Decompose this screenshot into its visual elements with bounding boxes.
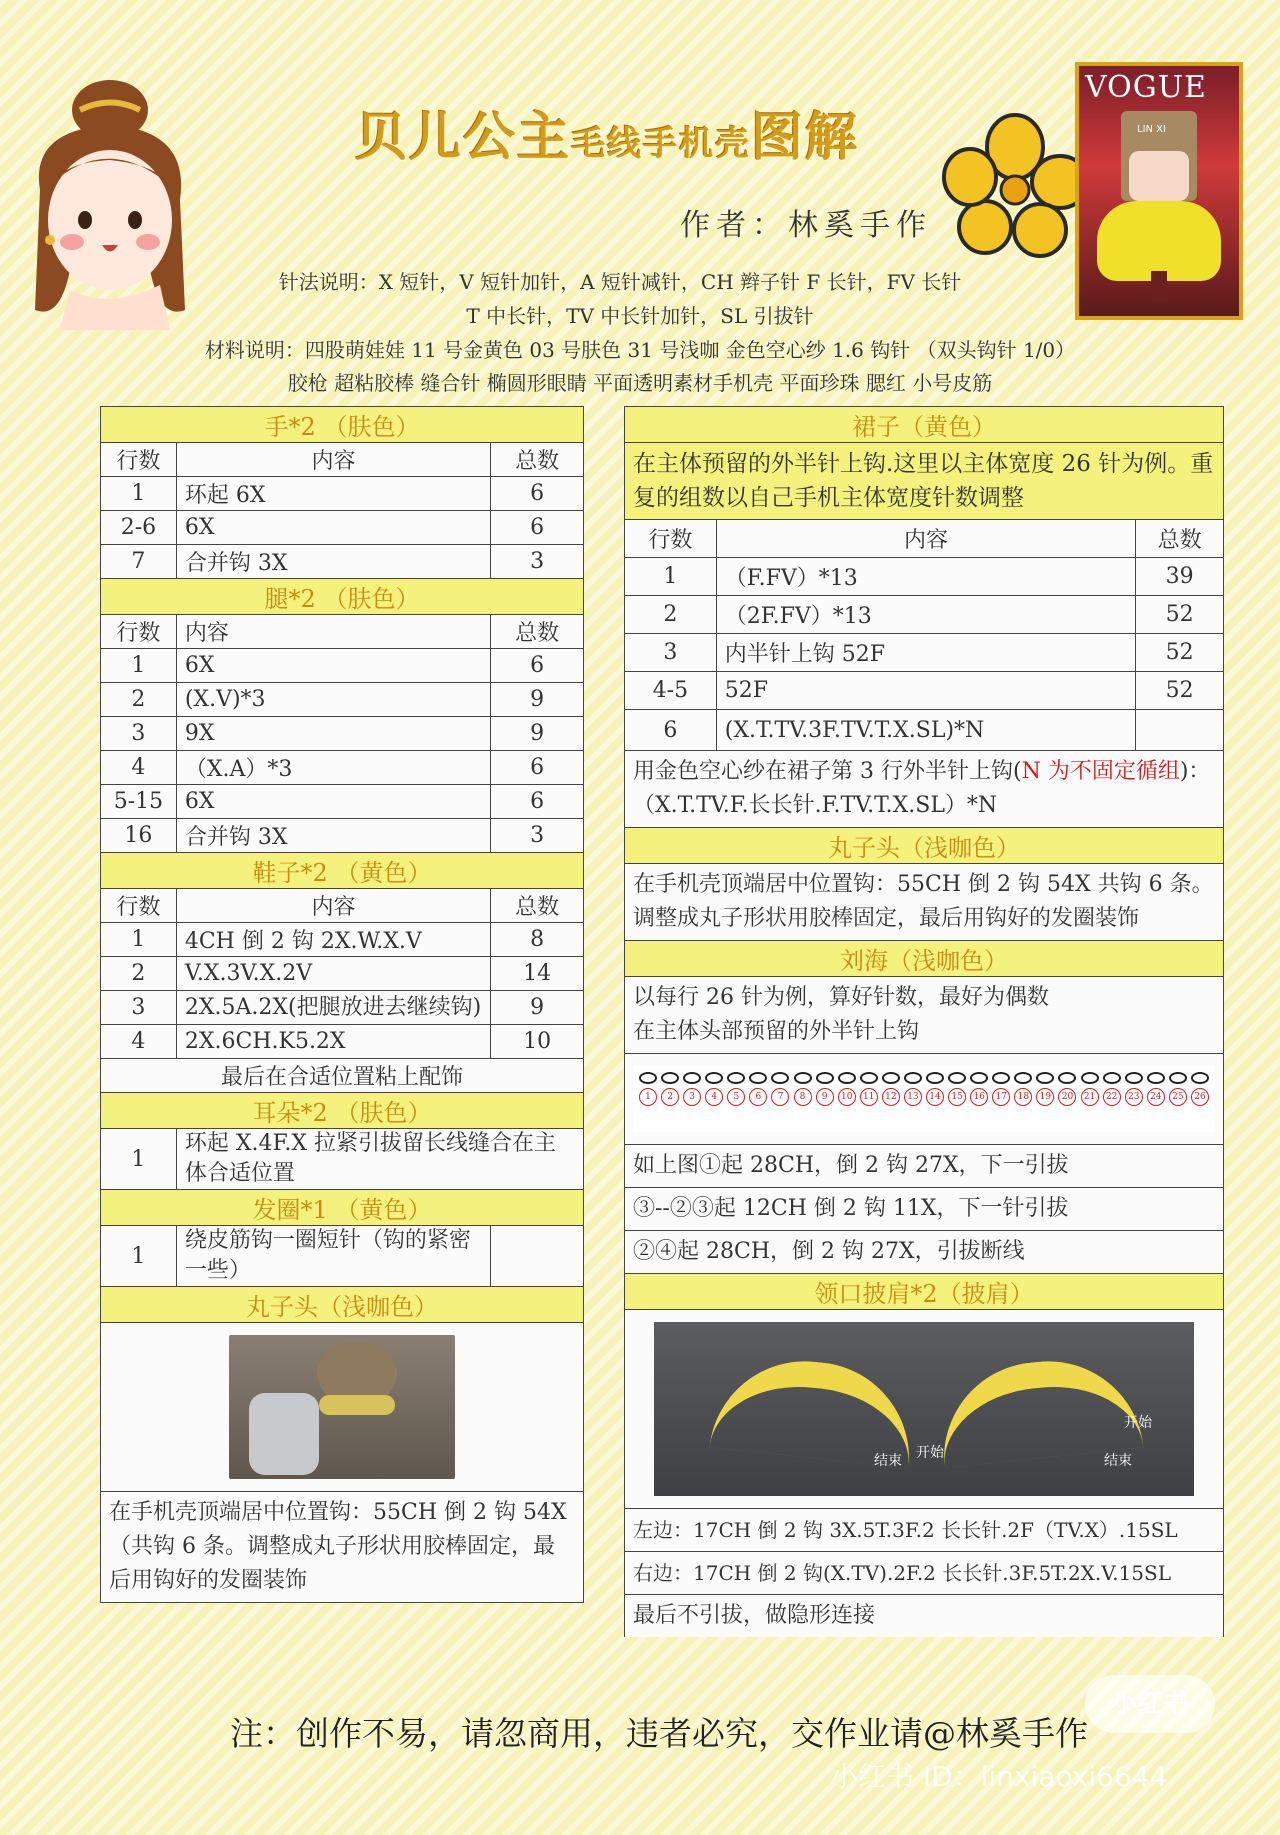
chain-stitch [683,1072,701,1084]
row-num: 1 [101,477,177,511]
collar-title: 领口披肩*2（披肩） [625,1274,1224,1310]
bangs-line1: 以每行 26 针为例，算好针数，最好为偶数 [633,985,1049,1010]
stitch-number: 3 [683,1088,701,1106]
stitch-number: 25 [1169,1088,1187,1106]
chain-stitch [1036,1072,1054,1084]
table-row [625,596,1224,634]
bangs-step2: ③--②③起 12CH 倒 2 钩 11X，下一针引拔 [625,1188,1224,1231]
table-row [625,751,1224,828]
table-row [625,710,1224,751]
row-num: 7 [101,545,177,579]
hand-title: 手*2 （肤色） [101,407,584,443]
row-content: 52F [716,672,1135,710]
table-row [625,1509,1224,1552]
chain-stitch [639,1072,657,1084]
bun-shape [317,1343,397,1403]
stitch-number: 12 [882,1088,900,1106]
stitch-number: 15 [948,1088,966,1106]
collar-left-side: 左边：17CH 倒 2 钩 3X.5T.3F.2 长长针.2F（TV.X）.15SL [625,1509,1224,1552]
title-mid: 毛线手机壳 [571,124,752,164]
row-total: 6 [491,477,584,511]
chain-stitch [1014,1072,1032,1084]
stitch-number: 24 [1147,1088,1165,1106]
stitch-number: 1 [639,1088,657,1106]
row-num: 2 [101,683,177,717]
table-row [101,477,584,511]
row-content: 环起 6X [176,477,490,511]
bun-title-left: 丸子头（浅咖色） [101,1287,584,1323]
table-row [101,785,584,819]
col-total: 总数 [491,443,584,477]
stitch-number: 18 [1014,1088,1032,1106]
hairband-shape [319,1395,395,1415]
table-row [101,649,584,683]
table-row [625,558,1224,596]
skirt-trim-note [625,751,1224,828]
stitch-number: 4 [705,1088,723,1106]
hairband-title: 发圈*1 （黄色） [101,1190,584,1226]
stitch-number: 5 [727,1088,745,1106]
row-total: 6 [491,649,584,683]
shoe-note: 最后在合适位置粘上配饰 [101,1059,584,1093]
row-content: （F.FV）*13 [716,558,1135,596]
table-row [625,1595,1224,1638]
row-total: 52 [1136,596,1224,634]
materials-line2: 胶枪 超粘胶棒 缝合针 椭圆形眼睛 平面透明素材手机壳 平面珍珠 腮红 小号皮筋 [287,371,993,395]
xiaohongshu-logo: 小红书 [1085,1675,1215,1733]
table-row [625,1231,1224,1274]
table-row [101,717,584,751]
chain-stitch [1147,1072,1165,1084]
section-header [101,579,584,615]
row-content: 6X [176,785,490,819]
row-num: 2-6 [101,511,177,545]
table-header-row [101,615,584,649]
magazine-label: LIN XI [1137,124,1166,135]
photo-row [625,1310,1224,1509]
row-total: 6 [491,511,584,545]
bangs-stitch-chart [633,1066,1215,1132]
row-total: 3 [491,545,584,579]
table-header-row [101,889,584,923]
section-header [101,407,584,443]
leg-title: 腿*2 （肤色） [101,579,584,615]
row-num: 3 [101,991,177,1025]
stitch-number: 16 [970,1088,988,1106]
chain-stitch [860,1072,878,1084]
chain-stitch [661,1072,679,1084]
row-content: （2F.FV）*13 [716,596,1135,634]
skirt-intro: 在主体预留的外半针上钩.这里以主体宽度 26 针为例。重复的组数以自己手机主体宽度针数调整 [625,443,1224,520]
chain-stitch [771,1072,789,1084]
row-num: 1 [101,649,177,683]
bangs-intro [625,977,1224,1054]
label-start-left: 开始 [916,1445,944,1461]
bangs-line2: 在主体头部预留的外半针上钩 [633,1019,920,1044]
bangs-step1: 如上图①起 28CH，倒 2 钩 27X，下一引拔 [625,1145,1224,1188]
table-row [625,672,1224,710]
row-num: 1 [101,923,177,957]
table-row [101,819,584,853]
col-rows: 行数 [101,615,177,649]
row-num: 2 [625,596,717,634]
row-total: 6 [491,751,584,785]
row-content: 内半针上钩 52F [716,634,1135,672]
skirt-note-a: 用金色空心纱在裙子第 3 行外半针上钩( [633,759,1022,784]
photo-row [101,1323,584,1492]
row-content: 4CH 倒 2 钩 2X.W.X.V [176,923,490,957]
author-line: 作者：林奚手作 [680,208,932,243]
chain-stitch [1103,1072,1121,1084]
stitch-legend-line2: T 中长针，TV 中长针加针，SL 引拔针 [466,304,814,328]
phone-camera-shape [249,1393,319,1475]
section-header [101,1093,584,1129]
stitch-number: 6 [749,1088,767,1106]
table-row [101,1226,584,1287]
title-main: 贝儿公主 [355,108,572,168]
collar-note: 最后不引拔，做隐形连接 [625,1595,1224,1638]
section-header [101,853,584,889]
bun-title-right: 丸子头（浅咖色） [625,828,1224,864]
stitch-number: 22 [1103,1088,1121,1106]
row-total: 9 [491,717,584,751]
row-total: 6 [491,785,584,819]
chain-stitch [948,1072,966,1084]
label-end-right: 结束 [1104,1453,1132,1469]
row-num: 4 [101,751,177,785]
skirt-note-red: N 为不固定循组 [1021,759,1180,784]
row-content: 环起 X.4F.X 拉紧引拔留长线缝合在主体合适位置 [176,1129,583,1190]
table-row [101,1492,584,1603]
stitch-number: 21 [1081,1088,1099,1106]
chain-stitch [1125,1072,1143,1084]
row-num: 16 [101,819,177,853]
shoe-title: 鞋子*2 （黄色） [101,853,584,889]
magazine-title: VOGUE [1085,70,1207,105]
row-content: （X.A）*3 [176,751,490,785]
row-total [491,1226,584,1287]
chain-stitch [882,1072,900,1084]
table-row [625,977,1224,1054]
chain-stitch [816,1072,834,1084]
stitch-chart-row [625,1054,1224,1145]
stitch-number: 19 [1036,1088,1054,1106]
chain-stitch-row [633,1066,1215,1084]
table-row [101,1059,584,1093]
col-total: 总数 [491,615,584,649]
row-num: 5-15 [101,785,177,819]
row-total [1136,710,1224,751]
stitch-number: 20 [1058,1088,1076,1106]
stitch-number: 10 [838,1088,856,1106]
stitch-number: 13 [904,1088,922,1106]
row-total: 9 [491,683,584,717]
materials-line1: 材料说明：四股萌娃娃 11 号金黄色 03 号肤色 31 号浅咖 金色空心纱 1.6 钩针 （双头钩针 1/0） [204,338,1076,362]
table-row [101,991,584,1025]
col-content: 内容 [176,443,490,477]
doll-face [1129,151,1189,201]
label-end-left: 结束 [874,1453,902,1469]
chain-stitch [1169,1072,1187,1084]
col-rows: 行数 [625,520,717,558]
table-row [101,683,584,717]
flower-icon [940,112,1090,262]
chain-stitch [1058,1072,1076,1084]
section-header [625,407,1224,443]
row-num: 3 [101,717,177,751]
table-row [101,923,584,957]
row-num: 1 [625,558,717,596]
stitch-legend-line1: 针法说明：X 短针，V 短针加针，A 短针减针，CH 辫子针 F 长针，FV 长针 [278,270,962,294]
col-content: 内容 [716,520,1135,558]
row-num: 3 [625,634,717,672]
row-content: 2X.6CH.K5.2X [176,1025,490,1059]
table-header-row [101,443,584,477]
skirt-note-b: )：（X.T.TV.F.长长针.F.TV.T.X.SL）*N [633,759,1211,818]
table-row [101,511,584,545]
stitch-number: 14 [926,1088,944,1106]
stitch-number: 8 [794,1088,812,1106]
row-total: 52 [1136,634,1224,672]
row-content: 绕皮筋钩一圈短针（钩的紧密一些） [176,1226,490,1287]
stitch-number: 11 [860,1088,878,1106]
row-num: 1 [101,1226,177,1287]
col-total: 总数 [491,889,584,923]
section-header [625,828,1224,864]
table-row [625,864,1224,941]
table-row [101,1129,584,1190]
row-num: 6 [625,710,717,751]
col-content: 内容 [176,889,490,923]
row-content: (X.T.TV.3F.TV.T.X.SL)*N [716,710,1135,751]
stitch-number: 23 [1125,1088,1143,1106]
col-total: 总数 [1136,520,1224,558]
bun-instructions-right: 在手机壳顶端居中位置钩：55CH 倒 2 钩 54X 共钩 6 条。调整成丸子形状用胶棒固定，最后用钩好的发圈装饰 [625,864,1224,941]
table-row [625,1188,1224,1231]
stitch-number: 17 [992,1088,1010,1106]
table-row [101,1025,584,1059]
label-start-right: 开始 [1124,1415,1152,1431]
chain-stitch [992,1072,1010,1084]
table-header-row [625,520,1224,558]
row-total: 10 [491,1025,584,1059]
col-content: 内容 [176,615,490,649]
chain-stitch [926,1072,944,1084]
row-total: 52 [1136,672,1224,710]
table-row [625,1145,1224,1188]
chain-stitch [1081,1072,1099,1084]
row-content: 合并钩 3X [176,819,490,853]
footer-note: 注：创作不易，请忽商用，违者必究，交作业请@林奚手作 [230,1714,1088,1753]
stitch-number: 9 [816,1088,834,1106]
collar-cape-photo [654,1322,1194,1496]
bun-instructions-left: 在手机壳顶端居中位置钩：55CH 倒 2 钩 54X （共钩 6 条。调整成丸子形状用胶棒固定，最后用钩好的发圈装饰 [101,1492,584,1603]
row-total: 3 [491,819,584,853]
skirt-title: 裙子（黄色） [625,407,1224,443]
table-row [625,1552,1224,1595]
row-content: 6X [176,649,490,683]
right-pattern-table [624,406,1224,1637]
chain-stitch [904,1072,922,1084]
bangs-title: 刘海（浅咖色） [625,941,1224,977]
row-total: 14 [491,957,584,991]
row-content: 2X.5A.2X(把腿放进去继续钩) [176,991,490,1025]
row-content: (X.V)*3 [176,683,490,717]
ear-title: 耳朵*2 （肤色） [101,1093,584,1129]
row-num: 2 [101,957,177,991]
row-num: 4 [101,1025,177,1059]
row-total: 8 [491,923,584,957]
watermark-id: 小红书 ID：linxiaoxi6644 [830,1760,1168,1793]
chain-stitch [749,1072,767,1084]
col-rows: 行数 [101,889,177,923]
stitch-number-row [633,1084,1215,1106]
skirt-intro-row [625,443,1224,520]
row-total: 9 [491,991,584,1025]
stitch-number: 26 [1191,1088,1209,1106]
bangs-step3: ②④起 28CH，倒 2 钩 27X，引拔断线 [625,1231,1224,1274]
chain-stitch [794,1072,812,1084]
row-total: 39 [1136,558,1224,596]
chain-stitch [727,1072,745,1084]
row-content: 9X [176,717,490,751]
section-header [101,1190,584,1226]
stitch-number: 7 [771,1088,789,1106]
row-num: 4-5 [625,672,717,710]
section-header [625,1274,1224,1310]
row-content: V.X.3V.X.2V [176,957,490,991]
section-header [101,1287,584,1323]
table-row [625,634,1224,672]
chain-stitch [838,1072,856,1084]
col-rows: 行数 [101,443,177,477]
table-row [101,957,584,991]
left-pattern-table [100,406,584,1603]
page-title [355,95,859,170]
collar-right-side: 右边：17CH 倒 2 钩(X.TV).2F.2 长长针.3F.5T.2X.V.15SL [625,1552,1224,1595]
table-row [101,751,584,785]
section-header [625,941,1224,977]
hair-bun-photo [229,1335,455,1479]
chain-stitch [705,1072,723,1084]
chain-stitch [970,1072,988,1084]
row-content: 6X [176,511,490,545]
title-end: 图解 [751,108,860,168]
table-row [101,545,584,579]
row-num: 1 [101,1129,177,1190]
chain-stitch [1191,1072,1209,1084]
stitch-number: 2 [661,1088,679,1106]
row-content: 合并钩 3X [176,545,490,579]
